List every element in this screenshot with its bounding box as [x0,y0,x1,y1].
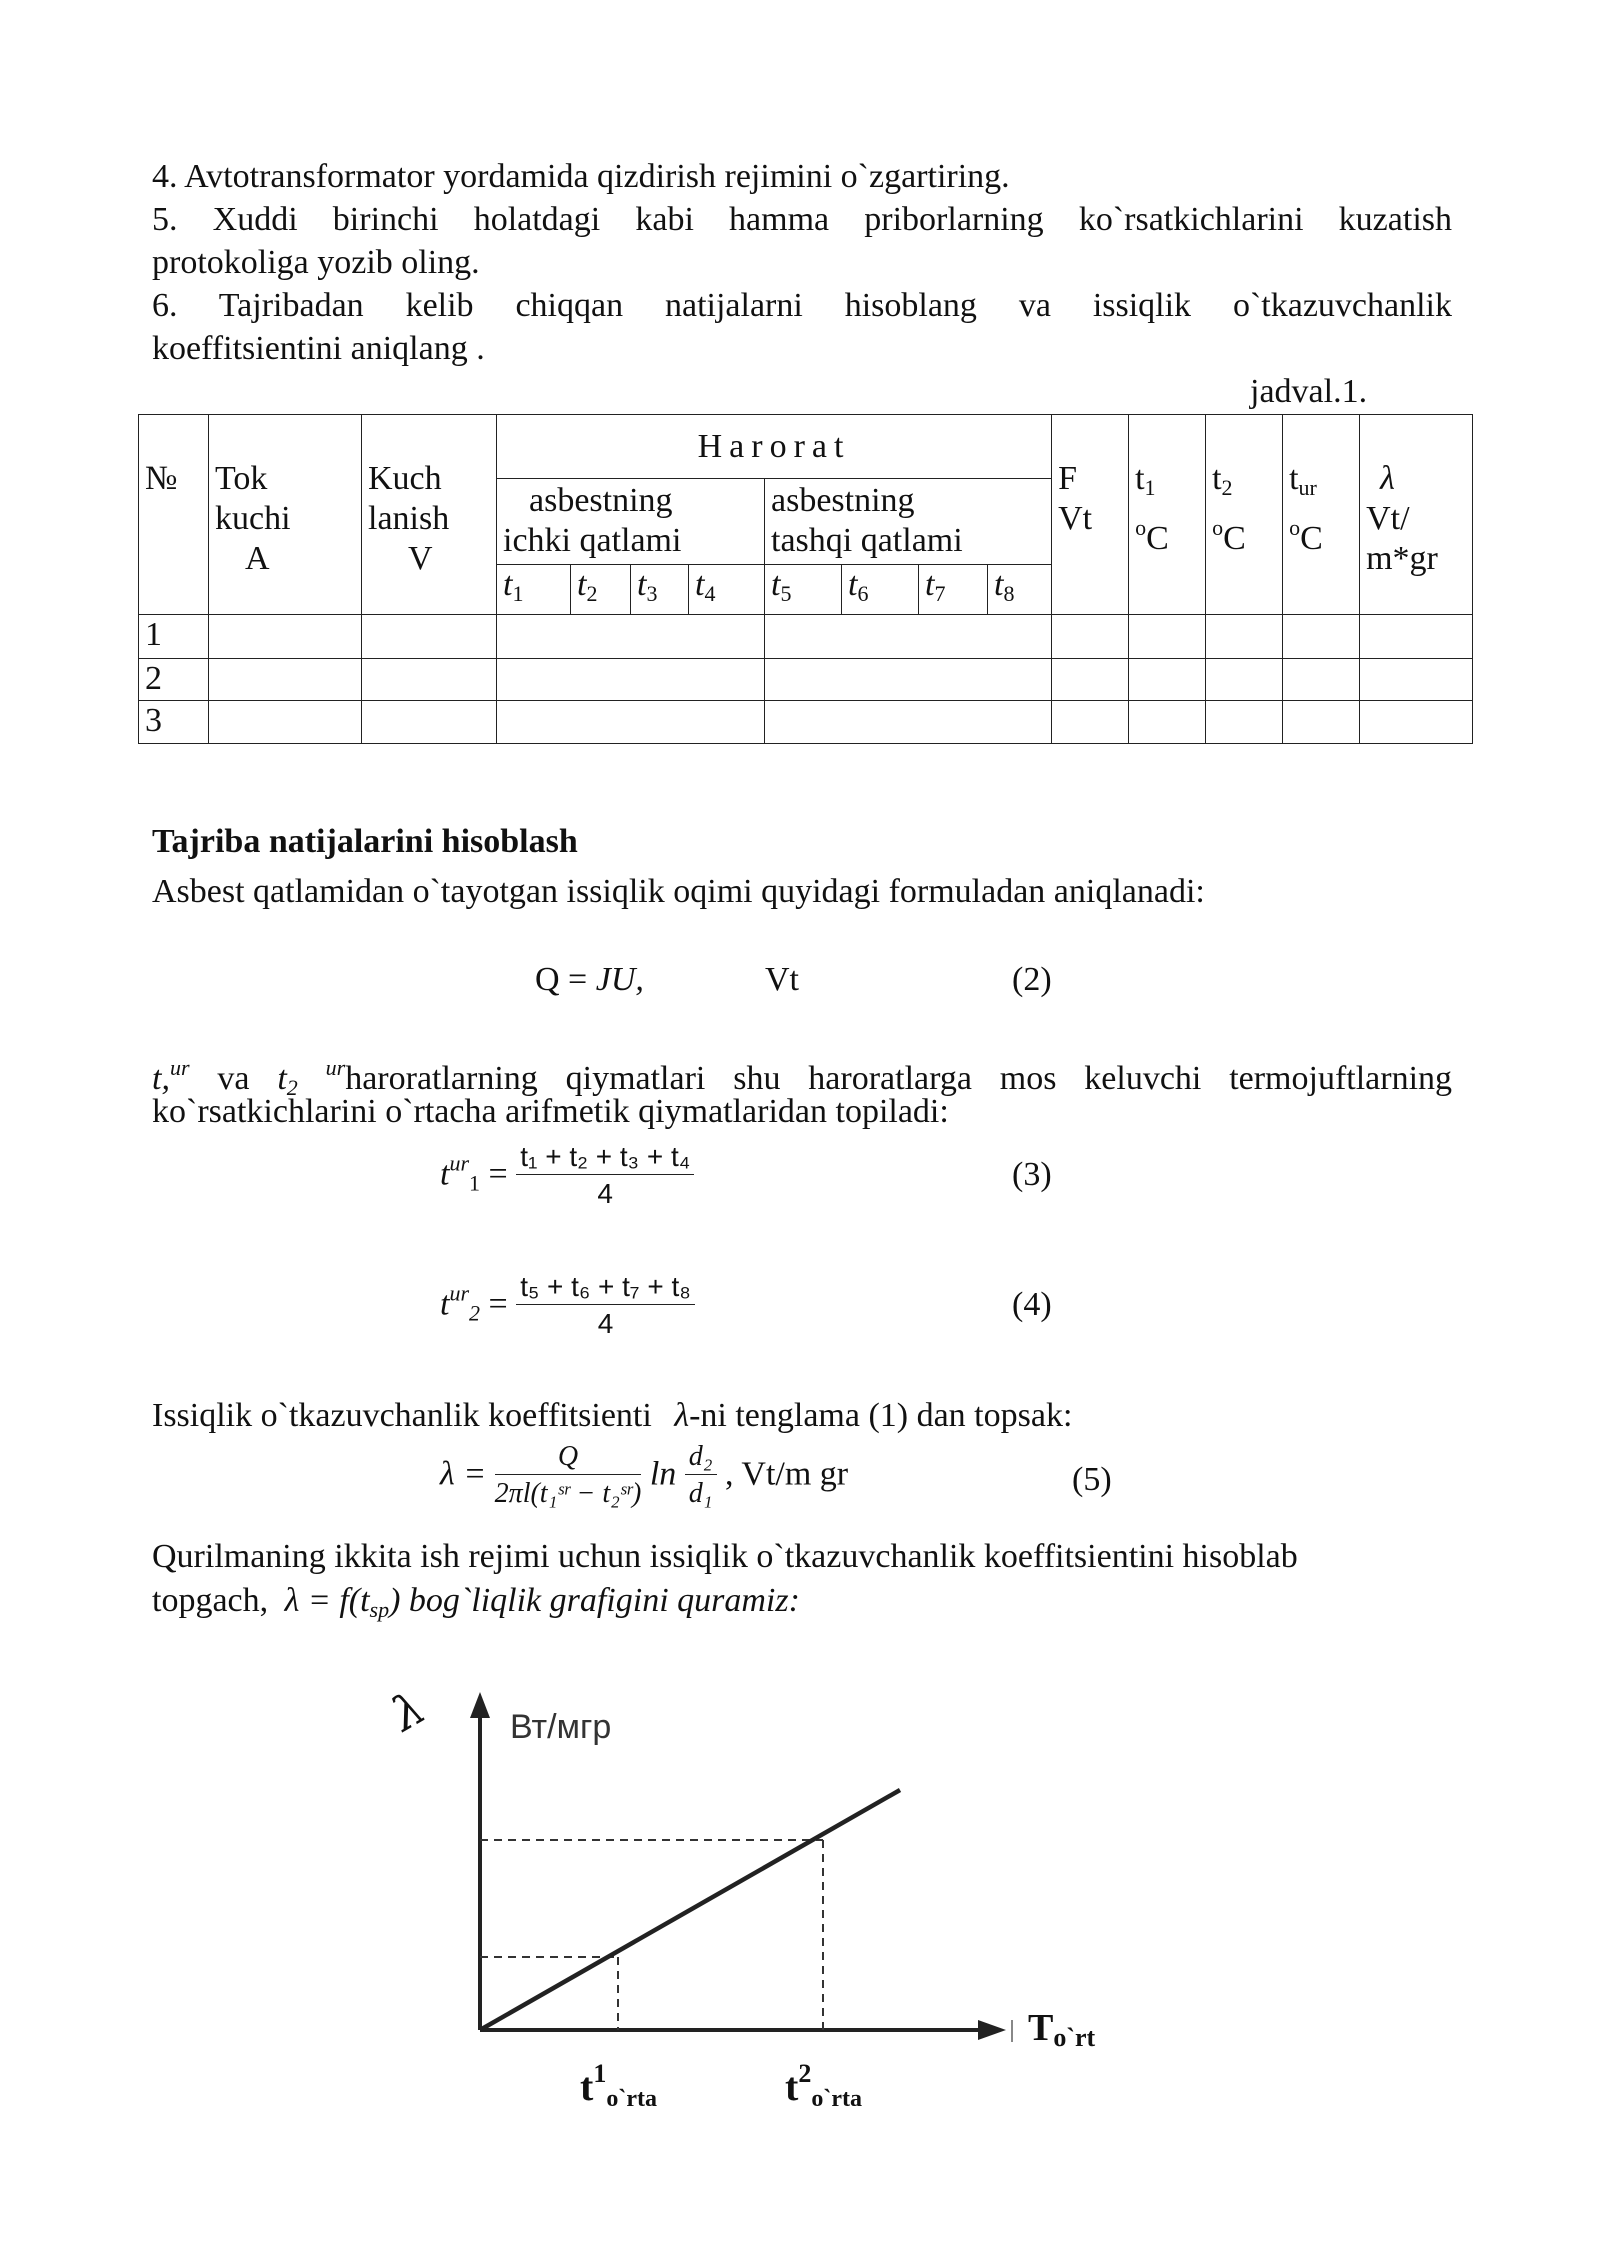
final-paragraph-line1: Qurilmaning ikkita ish rejimi uchun issiqlik o`tkazuvchanlik koeffitsientini hisoblab [152,1538,1298,1575]
table-row: 2 [139,659,1473,701]
t8-header: $t_8$ [988,565,1052,615]
step-6-line1: 6. Tajribadan kelib chiqqan natijalarni hisoblang va issiqlik o`tkazuvchanlik [152,287,1452,324]
outer-layer-header: asbestning tashqi qatlami [765,479,1052,565]
inner-layer-header: asbestning ichki qatlami [497,479,765,565]
t6-header: $t_6$ [842,565,919,615]
harorat-header: Harorat [497,415,1052,479]
graph-x-label: To`rt [1028,2007,1096,2052]
formula-3: $t^{ur}_1$ = $\frac{\text{t₁ + t₂ + t₃ + t₄}}{4}$ [440,1140,694,1213]
graph-lambda-line [480,1790,900,2030]
formula-2-unit: Vt [765,961,799,998]
graph-y-unit: Вт/мгр [510,1708,612,1746]
table-row: 1 [139,615,1473,659]
formula-4-label: (4) [1012,1286,1052,1323]
step-4: 4. Avtotransformator yordamida qizdirish rejimini o`zgartiring. [152,158,1010,195]
step-5-line1: 5. Xuddi birinchi holatdagi kabi hamma priborlarning ko`rsatkichlarini kuzatish [152,201,1452,238]
data-table [138,414,1473,744]
table-row: 3 [139,701,1473,744]
section-intro: Asbest qatlamidan o`tayotgan issiqlik oqimi quyidagi formuladan aniqlanadi: [152,873,1205,910]
lambda-paragraph: Issiqlik o`tkazuvchanlik koeffitsienti λ-ni tenglama (1) dan topsak: [152,1397,1073,1434]
formula-4: $t^{ur}_2$ = $\frac{\text{t₅ + t₆ + t₇ + t₈}}{4}$ [440,1270,695,1343]
lambda-vs-temperature-graph [380,1680,1140,2120]
col-tur-header: $t_{ur}$ $^o$C [1283,415,1360,615]
t3-header: $t_3$ [631,565,689,615]
col-current-header: Tok kuchi A [209,415,362,615]
t2-header: $t_2$ [571,565,631,615]
table-caption: jadval.1. [1250,373,1368,410]
t1-header: $t_1$ [497,565,571,615]
tur-paragraph-line2: ko`rsatkichlarini o`rtacha arifmetik qiymatlaridan topiladi: [152,1093,949,1130]
section-title: Tajriba natijalarini hisoblash [152,823,578,860]
tur-paragraph-line1: t,$^{ur}$ va $t_2$ $^{ur}$haroratlarning qiymatlari shu haroratlarga mos keluvchi termojuftlarning [152,1055,1453,1100]
step-5-line2: protokoliga yozib oling. [152,244,480,281]
final-paragraph-line2: topgach, $\lambda = f(t_{sp})$ bog`liqlik grafigini quramiz: [152,1582,800,1622]
col-lambda-header: λ Vt/ m*gr [1360,415,1473,615]
col-t2-header: $t_2$ $^o$C [1206,415,1283,615]
col-t1-header: $t_1$ $^o$C [1129,415,1206,615]
formula-3-label: (3) [1012,1156,1052,1193]
step-6-line2: koeffitsientini aniqlang . [152,330,485,367]
t7-header: $t_7$ [919,565,988,615]
t4-header: $t_4$ [689,565,765,615]
col-f-header: F Vt [1052,415,1129,615]
col-voltage-header: Kuch lanish V [362,415,497,615]
col-number-header: № [139,415,209,615]
graph-y-arrow [470,1692,490,1718]
graph-tick-1: $t^1_{o`rta}$ [580,2059,657,2112]
graph-x-arrow [978,2020,1006,2040]
graph-y-symbol: λ [381,1680,435,1742]
formula-2: Q = JU, [535,961,644,998]
formula-5: λ = $\frac{Q}{\text{2πl(t₁ˢʳ − t₂ˢʳ)}}$ ln $\frac{\text{d₂}}{\text{d₁}}$ , Vt/m gr [440,1441,849,1509]
formula-2-label: (2) [1012,961,1052,998]
formula-5-label: (5) [1072,1461,1112,1498]
graph-tick-2: $t^2_{o`rta}$ [785,2059,862,2112]
t5-header: $t_5$ [765,565,842,615]
